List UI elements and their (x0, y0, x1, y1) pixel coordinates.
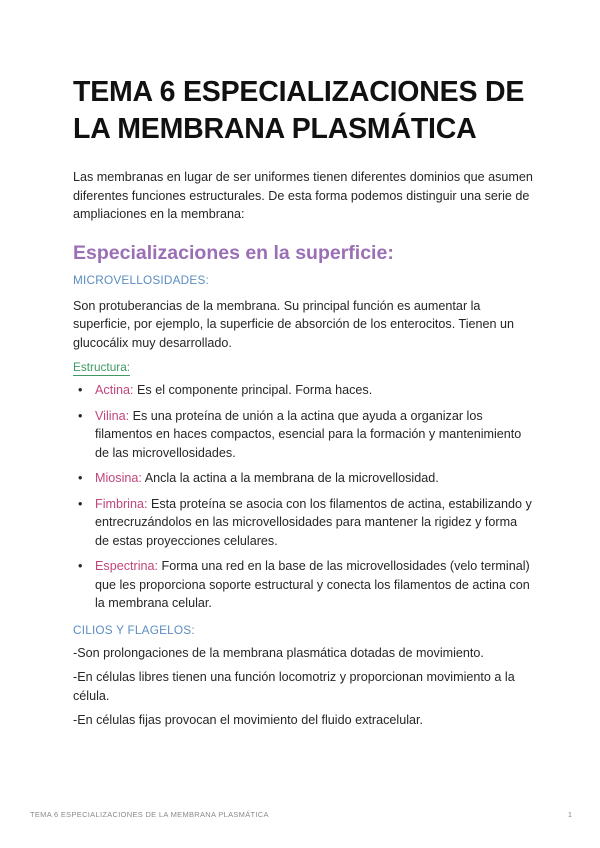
document-page (73, 74, 533, 730)
list-item (73, 557, 533, 613)
cilios-heading: CILIOS Y FLAGELOS: (73, 622, 195, 637)
list-item-text: Esta proteína se asocia con los filamentos de actina, estabilizando y entrecruzándolos en las microvellosidades para mantener la rigidez y forma de estas proyecciones celulares. (95, 496, 532, 548)
list-item-term: Vilina: (95, 408, 130, 423)
list-item (73, 381, 533, 400)
list-item (73, 407, 533, 463)
bullet-icon: • (78, 408, 83, 423)
list-item-term: Actina: (95, 383, 134, 397)
list-item-text: Es el componente principal. Forma haces. (133, 383, 373, 397)
bullet-icon: • (78, 383, 83, 397)
footer-page-number: 1 (567, 810, 572, 819)
bullet-icon: • (78, 496, 83, 511)
list-item (73, 469, 533, 488)
bullet-icon: • (78, 471, 83, 485)
list-item-term: Espectrina: (95, 559, 158, 573)
estructura-heading: Estructura: (73, 360, 131, 374)
section-heading: Especializaciones en la superficie: (73, 241, 394, 264)
list-item-text: Es una proteína de unión a la actina que ayuda a organizar los filamentos en haces compactos, esencial para la formación y mantenimiento de las microvellosidades. (95, 408, 522, 460)
list-item-text: Forma una red en la base de las microvellosidades (velo terminal) que les proporciona soporte estructural y conecta los filamentos de actina con la membrana celular. (95, 559, 530, 610)
list-item-term: Miosina: (95, 471, 142, 485)
page-title: TEMA 6 ESPECIALIZACIONES DE LA MEMBRANA PLASMÁTICA (73, 76, 525, 145)
bullet-icon: • (78, 559, 83, 573)
list-item-term: Fimbrina: (95, 496, 148, 511)
list-item-text: Ancla la actina a la membrana de la microvellosidad. (141, 471, 439, 485)
cilios-line: -En células libres tienen una función locomotriz y proporcionan movimiento a la célula. (73, 670, 515, 703)
structure-list (73, 381, 533, 613)
microvellosidades-description: Son protuberancias de la membrana. Su principal función es aumentar la superficie, por ejemplo, la superficie de absorción de los enterocitos. Tienen un glucocálix muy desarrollado. (73, 298, 515, 350)
footer-title: TEMA 6 ESPECIALIZACIONES DE LA MEMBRANA PLASMÁTICA (30, 810, 269, 819)
cilios-line: -En células fijas provocan el movimiento del fluido extracelular. (73, 713, 423, 727)
cilios-line: -Son prolongaciones de la membrana plasmática dotadas de movimiento. (73, 645, 484, 660)
list-item (73, 495, 533, 551)
intro-paragraph: Las membranas en lugar de ser uniformes tienen diferentes dominios que asumen diferentes funciones estructurales. De esta forma podemos distinguir una serie de ampliaciones en la membrana: (73, 170, 533, 221)
microvellosidades-heading: MICROVELLOSIDADES: (73, 272, 210, 287)
